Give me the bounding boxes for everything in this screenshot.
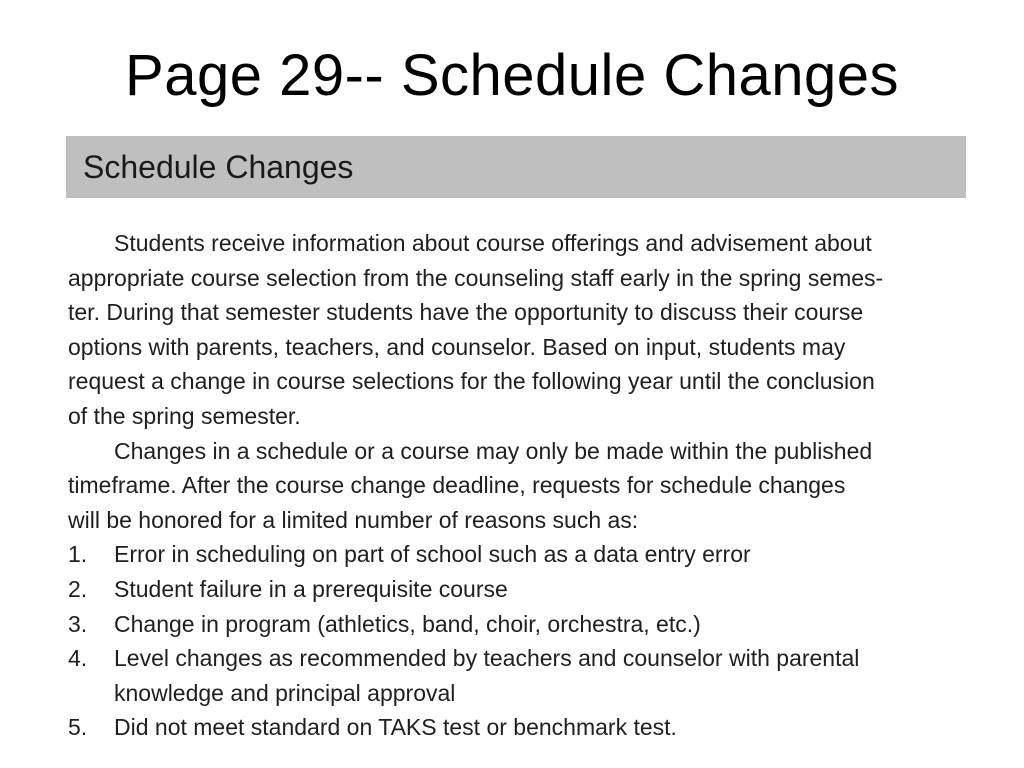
- list-item-number: 2.: [68, 575, 88, 602]
- list-item-number: 3.: [68, 610, 88, 637]
- list-item: [68, 537, 968, 572]
- list-item: [68, 607, 968, 642]
- list-item-text: Change in program (athletics, band, choir, orchestra, etc.): [114, 610, 701, 637]
- slide-title: Page 29-- Schedule Changes: [125, 43, 899, 108]
- list-item-number: 1.: [68, 541, 88, 568]
- document-body: [68, 226, 968, 745]
- paragraph-schedule-changes: Changes in a schedule or a course may only be made within the published timeframe. After the course change deadline, requests for schedule changes will be honored for a limited number of reasons such as:: [68, 437, 873, 533]
- list-item: [68, 572, 968, 607]
- section-header-bar: [66, 136, 966, 198]
- list-item-text: Error in scheduling on part of school such as a data entry error: [114, 541, 751, 568]
- reasons-list: [68, 537, 968, 745]
- list-item-number: 5.: [68, 714, 88, 741]
- section-header-title: Schedule Changes: [83, 149, 354, 185]
- list-item-text: Level changes as recommended by teachers and counselor with parental knowledge and principal approval: [114, 645, 860, 706]
- paragraph-course-offerings: Students receive information about course offerings and advisement about appropriate course selection from the counseling staff early in the spring semes- ter. During that semester students have the opportunity to discuss their course options with parents, teachers, and counselor. Based on input, students may request a change in course selections for the following year until the conclusion of the spring semester.: [68, 230, 884, 429]
- list-item-number: 4.: [68, 645, 88, 672]
- list-item: [68, 641, 968, 710]
- list-item-text: Did not meet standard on TAKS test or benchmark test.: [114, 714, 677, 741]
- list-item: [68, 710, 968, 745]
- list-item-text: Student failure in a prerequisite course: [114, 575, 508, 602]
